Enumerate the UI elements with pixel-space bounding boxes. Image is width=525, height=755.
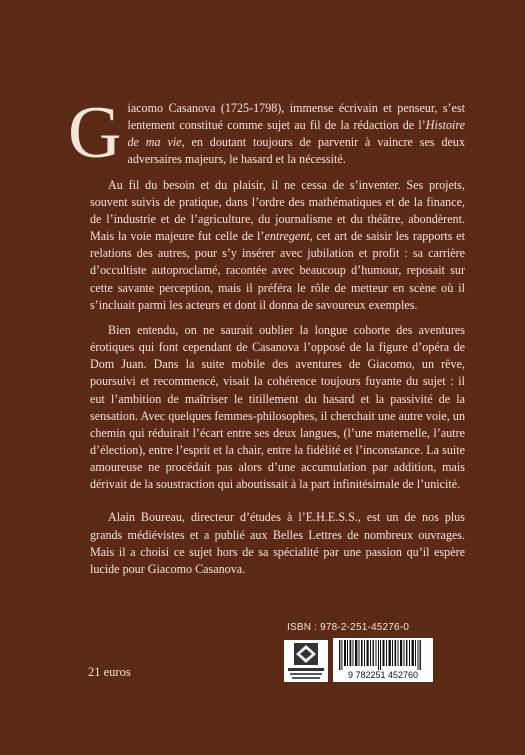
barcode-number: 9 782251 452760	[347, 670, 419, 680]
paragraph-3: Bien entendu, on ne saurait oublier la longue cohorte des aventures érotiques qui font cependant de Casanova l’opposé de la figure d’opéra de Dom Juan. Dans la suite mobile des aventures de Giacomo, un rêve, poursuivi et recommencé, visait la cohérence toujours fuyante du sujet : il eut l’ambition de maîtriser le titillement du hasard et la passivité de la sensation. Avec quelques femmes-philosophes, il cherchait une autre voie, un chemin qui réduirait l’écart entre ses deux langues, (l’une maternelle, l’autre d’élection), entre l’esprit et la chair, entre la fidélité et l’inconstance. La suite amoureuse ne procédait pas alors d’une accumulation par addition, mais dérivait de la soustraction qui aboutissait à la part infinitésimale de l’unicité.	[90, 322, 465, 492]
price-label: 21 euros	[88, 665, 131, 679]
drop-cap: G	[68, 92, 122, 174]
isbn-text: ISBN : 978-2-251-45276-0	[287, 622, 410, 633]
publisher-logo	[284, 640, 328, 682]
author-bio: Alain Boureau, directeur d’études à l’E.H.E.S.S., est un de nos plus grands médiévistes et a publié aux Belles Lettres de nombreux ouvrages. Mais il a choisi ce sujet hors de sa spécialité par une passion qu’il espère lucide pour Giacomo Casanova.	[90, 510, 465, 576]
paragraph-1: Giacomo Casanova (1725-1798), immense écrivain et penseur, s’est lentement constitué comme sujet au fil de la rédaction de l’Histoire de ma vie, en doutant toujours de parvenir à vaincre ses deux adversaires majeurs, le hasard et la nécessité.	[68, 92, 466, 174]
publisher-logo-icon	[284, 640, 328, 682]
paragraph-2: Au fil du besoin et du plaisir, il ne cessa de s’inventer. Ses projets, souvent suivis de pratique, dans l’ordre des mathématiques et de la finance, de l’industrie et de l’agriculture, du journalisme et du théâtre, abondèrent. Mais la voie majeure fut celle de l’entregent, cet art de saisir les rapports et relations des autres, pour s’y insérer avec jubilation et profit : sa carrière d’occultiste autoproclamé, racontée avec beaucoup d’humour, reposait sur cette savante perception, mais il préféra le rôle de metteur en scène où il s’incluait parmi les acteurs et dont il donna de savoureux exemples.	[90, 177, 465, 312]
barcode-bars-icon	[333, 638, 433, 670]
blurb-text	[68, 92, 466, 586]
